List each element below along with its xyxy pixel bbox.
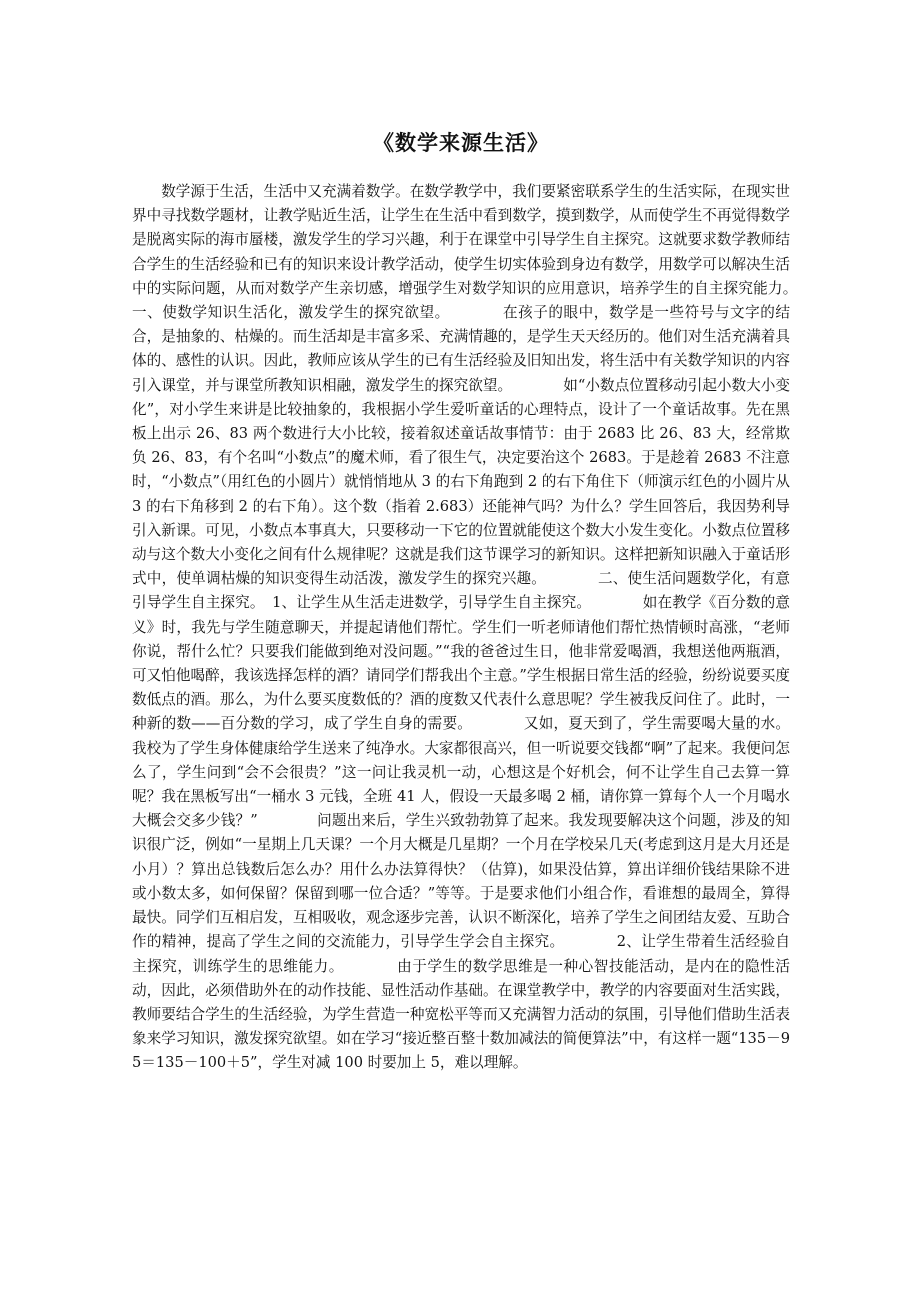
- section-heading-1: 一、使数学知识生活化，激发学生的探究欲望。: [132, 304, 443, 322]
- paragraph-5: 问题出来后，学生兴致勃勃算了起来。我发现要解决这个问题，涉及的知识很广泛，例如“一星期上几天课？一个月大概是几星期？一个月在学校呆几天(考虑到这月是大月还是小月）？算出总钱数后怎么办？用什么办法算得快？（估算)，如果没估算，算出详细价钱结果除不进或小数太多，如何保留？保留到哪一位合适？”等等。于是要求他们小组合作，看谁想的最周全，算得最快。同学们互相启发，互相吸收，观念逐步完善，认识不断深化，培养了学生之间团结友爱、互助合作的精神，提高了学生之间的交流能力，引导学生学会自主探究。: [132, 812, 790, 951]
- section-heading-2: 二、使生活问题数学化，有意引导学生自主探究。: [132, 570, 790, 612]
- paragraph-6: 由于学生的数学思维是一种心智技能活动，是内在的隐性活动，因此，必须借助外在的动作技能、显性活动作基础。在课堂教学中，教学的内容要面对生活实践，教师要结合学生的生活经验，为学生营造一种宽松平等而又充满智力活动的氛围，引导他们借助生活表象来学习知识，激发探究欲望。如在学习“接近整百整十数加减法的简便算法”中，有这样一题“135－95＝135－100＋5”，学生对减 100 时要加上 5，难以理解。: [132, 957, 790, 1072]
- document-title: 《数学来源生活》: [373, 131, 549, 155]
- paragraph-3: 如在教学《百分数的意义》时，我先与学生随意聊天，并提起请他们帮忙。学生们一听老师请他们帮忙热情顿时高涨，“老师你说，帮什么忙？只要我们能做到绝对没问题。”“我的爸爸过生日，他非常爱喝酒，我想送他两瓶酒，可又怕他喝醉，我该选择怎样的酒？请同学们帮我出个主意。”学生根据日常生活的经验，纷纷说要买度数低点的酒。那么，为什么要买度数低的？酒的度数又代表什么意思呢？学生被我反问住了。此时，一种新的数——百分数的学习，成了学生自身的需要。: [132, 594, 790, 733]
- subsection-heading-2-2: 2、让学生带着生活经验自主探究，训练学生的思维能力。: [132, 933, 790, 975]
- subsection-heading-2-1: 1、让学生从生活走进数学，引导学生自主探究。: [272, 594, 584, 612]
- document-body-text: [132, 180, 790, 1076]
- paragraph-intro: 数学源于生活，生活中又充满着数学。在数学教学中，我们要紧密联系学生的生活实际，在现实世界中寻找数学题材，让教学贴近生活，让学生在生活中看到数学，摸到数学，从而使学生不再觉得数学是脱离实际的海市蜃楼，激发学生的学习兴趣，利于在课堂中引导学生自主探究。这就要求数学教师结合学生的生活经验和已有的知识来设计教学活动，使学生切实体验到身边有数学，用数学可以解决生活中的实际问题，从而对数学产生亲切感，增强学生对数学知识的应用意识，培养学生的自主探究能力。: [132, 183, 790, 297]
- paragraph-4: 又如，夏天到了，学生需要喝大量的水。我校为了学生身体健康给学生送来了纯净水。大家都很高兴，但一听说要交钱都“啊”了起来。我便问怎么了，学生问到“会不会很贵？”这一问让我灵机一动，心想这是个好机会，何不让学生自己去算一算呢？我在黑板写出“一桶水 3 元钱，全班 41 人，假设一天最多喝 2 桶，请你算一算每个人一个月喝水大概会交多少钱？”: [132, 715, 790, 830]
- paragraph-1: 在孩子的眼中，数学是一些符号与文字的结合，是抽象的、枯燥的。而生活却是丰富多采、充满情趣的，是学生天天经历的。他们对生活充满着具体的、感性的认识。因此，教师应该从学生的已有生活经验及旧知出发，将生活中有关数学知识的内容引入课堂，并与课堂所教知识相融，激发学生的探究欲望。: [132, 304, 790, 394]
- document-page: [132, 128, 790, 1076]
- paragraph-2: 如“小数点位置移动引起小数大小变化”，对小学生来讲是比较抽象的，我根据小学生爱听童话的心理特点，设计了一个童话故事。先在黑板上出示 26、83 两个数进行大小比较，接着叙述童话故事情节：由于 2683 比 26、83 大，经常欺负 26、83，有个名叫“小数点”的魔术师，看了很生气，决定要治这个 2683。于是趁着 2683 不注意时，“小数点”（用红色的小圆片）就悄悄地从 3 的右下角跑到 2 的右下角住下（师演示红色的小圆片从 3 的右下角移到 2 的右下角）。这个数（指着 2.683）还能神气吗？为什么？学生回答后，我因势利导引入新课。可见，小数点本事真大，只要移动一下它的位置就能使这个数大小发生变化。小数点位置移动与这个数大小变化之间有什么规律呢？这就是我们这节课学习的新知识。这样把新知识融入于童话形式中，使单调枯燥的知识变得生动活泼，激发学生的探究兴趣。: [132, 376, 790, 588]
